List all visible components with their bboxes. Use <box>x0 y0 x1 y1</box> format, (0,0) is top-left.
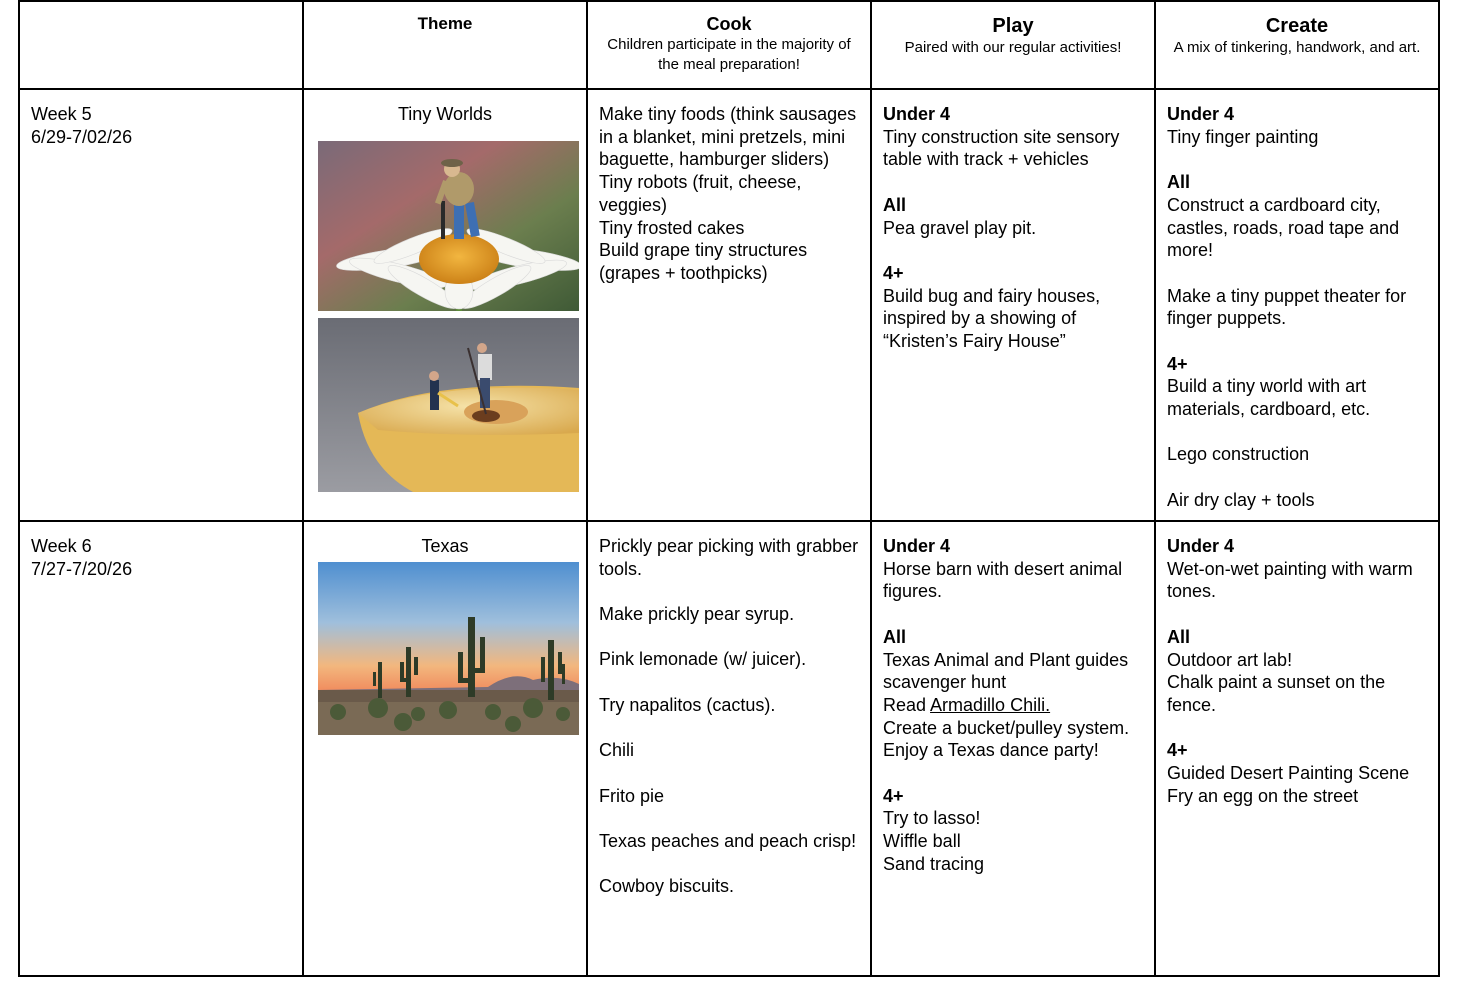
age-group-label: 4+ <box>883 785 904 806</box>
read-prefix: Read <box>883 694 931 715</box>
cook-item: Pink lemonade (w/ juicer). <box>599 649 807 670</box>
play-item: Texas Animal and Plant guides scavenger hunt <box>883 649 1129 693</box>
create-item: Chalk paint a sunset on the fence. <box>1167 672 1386 715</box>
header-row <box>19 1 1439 89</box>
week-6-row <box>19 521 1439 976</box>
header-play-title: Play <box>992 15 1034 37</box>
age-group-label: Under 4 <box>1167 536 1235 556</box>
miniature-workers-on-apple-photo <box>318 318 579 492</box>
week-5-create-cell <box>1155 89 1439 521</box>
cook-item: Build grape tiny structures (grapes + toothpicks) <box>599 240 808 283</box>
armadillo-chili-link[interactable]: Armadillo Chili. <box>930 694 1051 715</box>
week-label: Week 6 <box>31 536 92 556</box>
play-item: Pea gravel play pit. <box>883 217 1037 238</box>
miniature-figure-on-daisy-photo <box>318 141 579 311</box>
header-theme-title: Theme <box>417 14 473 33</box>
week-6-create-cell <box>1155 521 1439 976</box>
week-dates: 6/29-7/02/26 <box>31 126 133 147</box>
play-item: Sand tracing <box>883 853 985 874</box>
theme-name: Tiny Worlds <box>397 104 493 124</box>
week-5-row <box>19 89 1439 521</box>
week-6-theme-cell <box>303 521 587 976</box>
header-play-subtitle: Paired with our regular activities! <box>904 39 1122 56</box>
play-item: Horse barn with desert animal figures. <box>883 558 1123 602</box>
create-item: Tiny finger painting <box>1167 126 1319 147</box>
age-group-label: Under 4 <box>883 104 951 124</box>
cook-item: Tiny frosted cakes <box>599 217 745 238</box>
camp-schedule-table <box>18 0 1440 977</box>
age-group-label: Under 4 <box>1167 104 1235 124</box>
play-item: Wiffle ball <box>883 831 961 852</box>
saguaro-cactus-sunset-photo <box>318 562 579 735</box>
cook-item: Texas peaches and peach crisp! <box>599 831 857 852</box>
week-5-cell <box>19 89 303 521</box>
create-item: Air dry clay + tools <box>1167 489 1315 510</box>
header-cook-subtitle: Children participate in the majority of the meal preparation! <box>607 36 851 73</box>
create-item: Build a tiny world with art materials, cardboard, etc. <box>1167 376 1371 420</box>
header-cook-cell <box>587 1 871 89</box>
play-item: Try to lasso! <box>883 808 981 829</box>
week-6-cell <box>19 521 303 976</box>
age-group-label: All <box>1167 626 1191 647</box>
week-5-theme-cell <box>303 89 587 521</box>
create-item: Lego construction <box>1167 444 1310 465</box>
age-group-label: 4+ <box>1167 353 1188 374</box>
create-item: Make a tiny puppet theater for finger puppets. <box>1167 285 1407 329</box>
age-group-label: All <box>883 194 907 215</box>
header-cook-title: Cook <box>706 14 752 34</box>
cook-item: Prickly pear picking with grabber tools. <box>599 536 859 579</box>
age-group-label: 4+ <box>1167 740 1188 761</box>
cook-item: Frito pie <box>599 785 665 806</box>
play-item: Enjoy a Texas dance party! <box>883 740 1099 761</box>
cook-item: Tiny robots (fruit, cheese, veggies) <box>599 172 802 215</box>
age-group-label: All <box>883 626 907 647</box>
week-6-cook-cell <box>587 521 871 976</box>
create-item: Outdoor art lab! <box>1167 649 1293 670</box>
cook-item: Cowboy biscuits. <box>599 876 735 897</box>
cook-item: Make prickly pear syrup. <box>599 604 795 625</box>
theme-name: Texas <box>421 536 469 556</box>
week-6-play-cell <box>871 521 1155 976</box>
week-dates: 7/27-7/20/26 <box>31 558 133 579</box>
age-group-label: 4+ <box>883 262 904 283</box>
age-group-label: All <box>1167 172 1191 193</box>
create-item: Construct a cardboard city, castles, roads, road tape and more! <box>1167 194 1400 261</box>
header-theme-cell <box>303 1 587 89</box>
create-item: Wet-on-wet painting with warm tones. <box>1167 558 1413 602</box>
header-create-title: Create <box>1265 15 1329 37</box>
play-item: Tiny construction site sensory table with track + vehicles <box>883 126 1120 170</box>
week-5-play-cell <box>871 89 1155 521</box>
play-item: Build bug and fairy houses, inspired by a showing of “Kristen’s Fairy House” <box>883 285 1101 351</box>
create-item: Fry an egg on the street <box>1167 785 1359 806</box>
header-play-cell <box>871 1 1155 89</box>
week-label: Week 5 <box>31 104 92 124</box>
header-week-cell <box>19 1 303 89</box>
header-create-cell <box>1155 1 1439 89</box>
create-item: Guided Desert Painting Scene <box>1167 763 1410 783</box>
cook-item: Chili <box>599 740 635 761</box>
play-item-read <box>883 694 1143 717</box>
age-group-label: Under 4 <box>883 536 951 556</box>
play-item: Create a bucket/pulley system. <box>883 717 1130 738</box>
header-create-subtitle: A mix of tinkering, handwork, and art. <box>1173 39 1421 56</box>
cook-item: Make tiny foods (think sausages in a blanket, mini pretzels, mini baguette, hamburger sliders) <box>599 104 857 170</box>
cook-item: Try napalitos (cactus). <box>599 694 776 715</box>
week-5-cook-cell <box>587 89 871 521</box>
